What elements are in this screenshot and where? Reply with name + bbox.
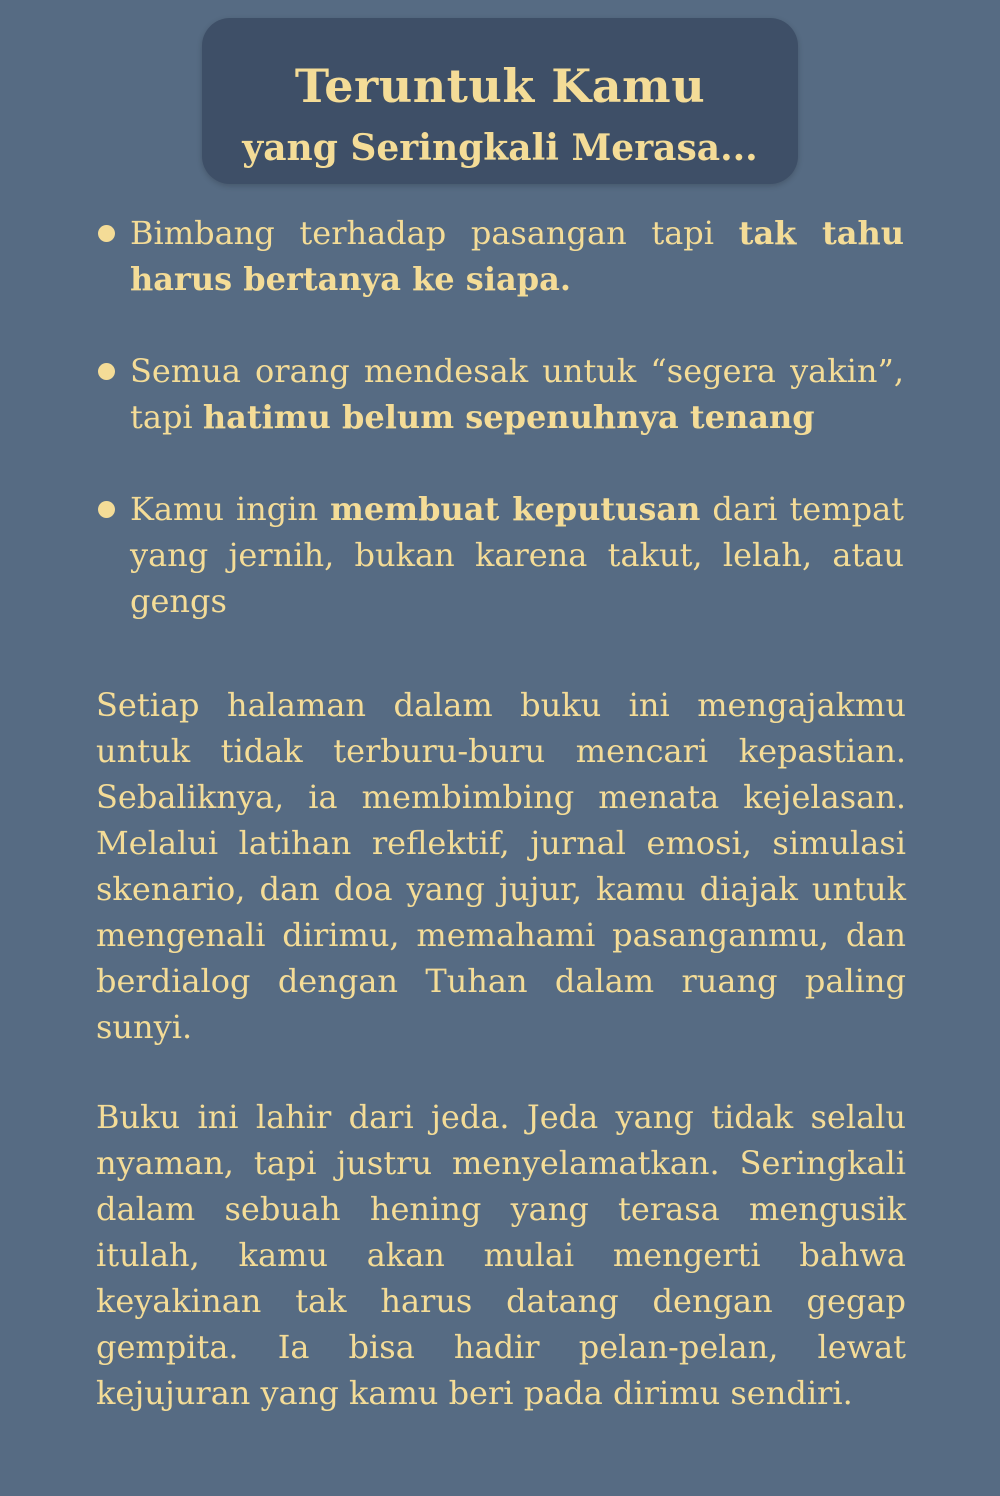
page-title: Teruntuk Kamu: [294, 59, 706, 113]
bullet-item-1: [96, 210, 904, 302]
bullet-text-bold: hatimu belum sepenuhnya tenang: [202, 398, 815, 436]
bullet-text-bold: membuat keputusan: [330, 490, 701, 528]
bullet-text-regular: dari tempat yang jernih, bukan karena takut, lelah, atau gengs: [130, 490, 905, 620]
bullet-text-bold: tak tahu harus bertanya ke siapa.: [130, 214, 905, 298]
page-subtitle: yang Seringkali Merasa...: [242, 127, 758, 169]
bullet-text-regular: Kamu ingin: [130, 490, 331, 528]
bullet-dot-icon: [98, 501, 115, 518]
bullet-dot-icon: [98, 363, 115, 380]
bullet-text-regular: Bimbang terhadap pasangan tapi: [130, 214, 739, 252]
bullet-item-3: [96, 486, 904, 624]
bullet-dot-icon: [98, 225, 115, 242]
bullet-list: [96, 210, 904, 670]
body-paragraph-2: Buku ini lahir dari jeda. Jeda yang tidak selalu nyaman, tapi justru menyelamatkan. Seringkali dalam sebuah hening yang terasa mengusik itulah, kamu akan mulai mengerti bahwa keyakinan tak harus datang dengan gegap gempita. Ia bisa hadir pelan-pelan, lewat kejujuran yang kamu beri pada dirimu sendiri.: [96, 1098, 906, 1412]
bullet-item-2: [96, 348, 904, 440]
body-paragraph-1: Setiap halaman dalam buku ini mengajakmu untuk tidak terburu-buru mencari kepastian. Sebaliknya, ia membimbing menata kejelasan. Melalui latihan reflektif, jurnal emosi, simulasi skenario, dan doa yang jujur, kamu diajak untuk mengenali dirimu, memahami pasanganmu, dan berdialog dengan Tuhan dalam ruang paling sunyi.: [96, 686, 906, 1046]
bullet-text-regular: Semua orang mendesak untuk “segera yakin”, tapi: [130, 352, 904, 436]
title-box: [202, 18, 798, 184]
